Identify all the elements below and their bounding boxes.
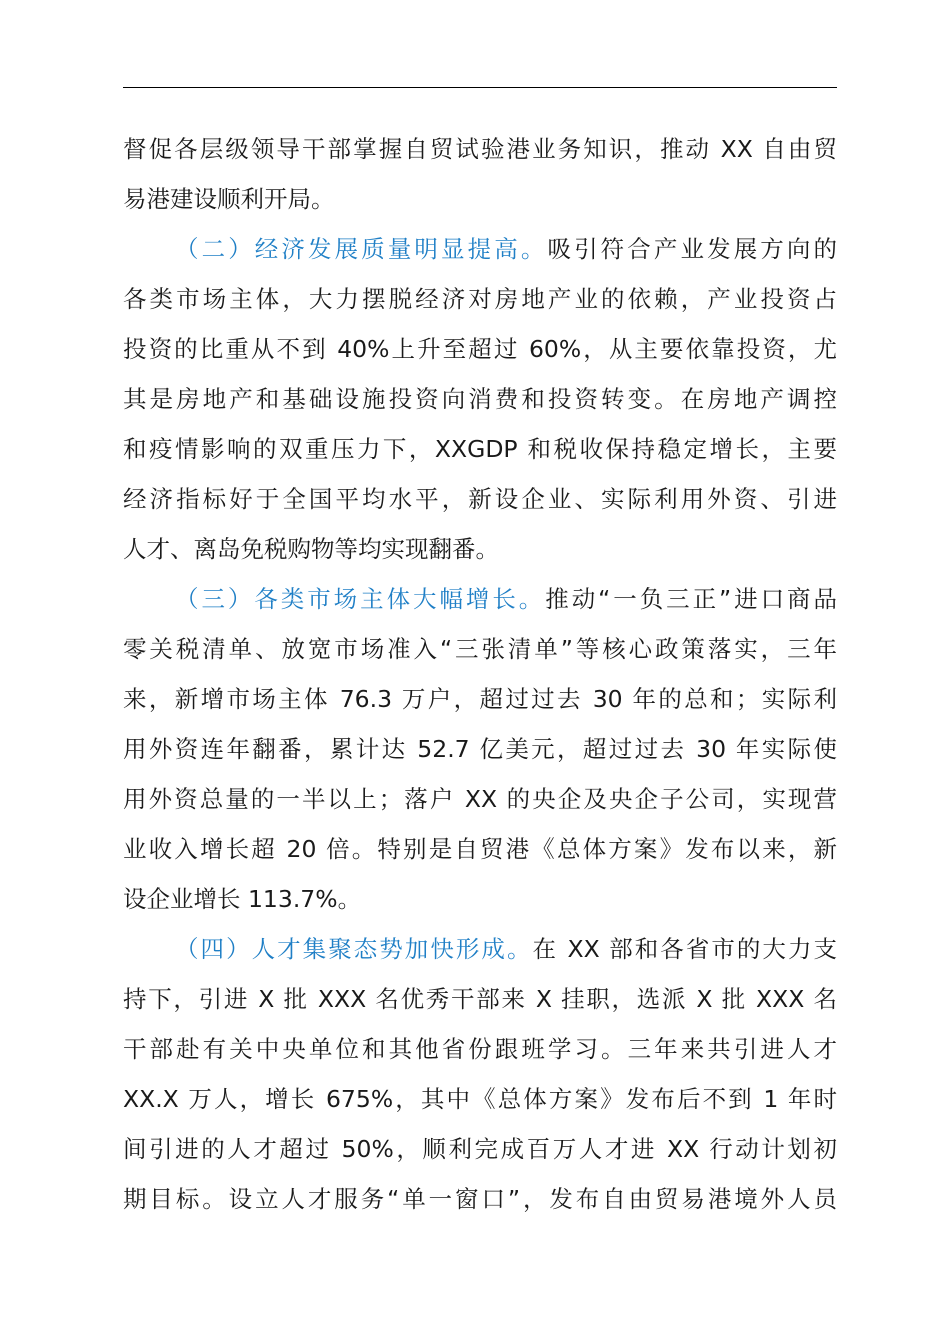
document-body — [123, 124, 837, 1224]
text-line — [123, 424, 837, 474]
text-line — [123, 1024, 837, 1074]
text-line — [123, 574, 837, 624]
text-line — [123, 324, 837, 374]
paragraph-text: 间引进的人才超过 50%，顺利完成百万人才进 XX 行动计划初 — [123, 1135, 837, 1163]
text-line — [123, 374, 837, 424]
paragraph-text: 督促各层级领导干部掌握自贸试验港业务知识，推动 XX 自由贸 — [123, 135, 837, 163]
text-line — [123, 974, 837, 1024]
text-line — [123, 1074, 837, 1124]
paragraph-text: 推动“一负三正”进口商品 — [545, 585, 838, 613]
text-line — [123, 274, 837, 324]
text-line — [123, 474, 837, 524]
paragraph-text: 来，新增市场主体 76.3 万户，超过过去 30 年的总和；实际利 — [123, 685, 837, 713]
text-line — [123, 1124, 837, 1174]
text-line — [123, 524, 837, 574]
paragraph-text: 用外资总量的一半以上；落户 XX 的央企及央企子公司，实现营 — [123, 785, 837, 813]
text-line — [123, 174, 837, 224]
paragraph-text: 设企业增长 113.7%。 — [123, 885, 362, 913]
text-line — [123, 124, 837, 174]
paragraph-text: 业收入增长超 20 倍。特别是自贸港《总体方案》发布以来，新 — [123, 835, 837, 863]
paragraph-text: 经济指标好于全国平均水平，新设企业、实际利用外资、引进 — [123, 485, 837, 513]
paragraph-text: 各类市场主体，大力摆脱经济对房地产业的依赖，产业投资占 — [123, 285, 837, 313]
text-line — [123, 874, 837, 924]
text-line — [123, 824, 837, 874]
paragraph-text: 在 XX 部和各省市的大力支 — [532, 935, 838, 963]
paragraph-text: 用外资连年翻番，累计达 52.7 亿美元，超过过去 30 年实际使 — [123, 735, 837, 763]
paragraph-text: XX.X 万人，增长 675%，其中《总体方案》发布后不到 1 年时 — [123, 1085, 837, 1113]
paragraph-text: 持下，引进 X 批 XXX 名优秀干部来 X 挂职，选派 X 批 XXX 名 — [123, 985, 837, 1013]
paragraph-text: 易港建设顺利开局。 — [123, 185, 335, 213]
text-line — [123, 224, 837, 274]
paragraph-text: 其是房地产和基础设施投资向消费和投资转变。在房地产调控 — [123, 385, 837, 413]
section-heading: （四）人才集聚态势加快形成。 — [175, 935, 533, 963]
paragraph-text: 人才、离岛免税购物等均实现翻番。 — [123, 535, 499, 563]
paragraph-text: 零关税清单、放宽市场准入“三张清单”等核心政策落实，三年 — [123, 635, 837, 663]
text-line — [123, 924, 837, 974]
text-line — [123, 724, 837, 774]
text-line — [123, 674, 837, 724]
section-heading: （三）各类市场主体大幅增长。 — [175, 585, 546, 613]
paragraph-text: 干部赴有关中央单位和其他省份跟班学习。三年来共引进人才 — [123, 1035, 837, 1063]
paragraph-text: 和疫情影响的双重压力下，XXGDP 和税收保持稳定增长，主要 — [123, 435, 837, 463]
header-rule — [123, 87, 837, 88]
section-heading: （二）经济发展质量明显提高。 — [175, 235, 548, 263]
paragraph-text: 投资的比重从不到 40%上升至超过 60%，从主要依靠投资，尤 — [123, 335, 837, 363]
paragraph-text: 吸引符合产业发展方向的 — [547, 235, 838, 263]
paragraph-text: 期目标。设立人才服务“单一窗口”，发布自由贸易港境外人员 — [123, 1185, 837, 1213]
text-line — [123, 774, 837, 824]
text-line — [123, 624, 837, 674]
text-line — [123, 1174, 837, 1224]
